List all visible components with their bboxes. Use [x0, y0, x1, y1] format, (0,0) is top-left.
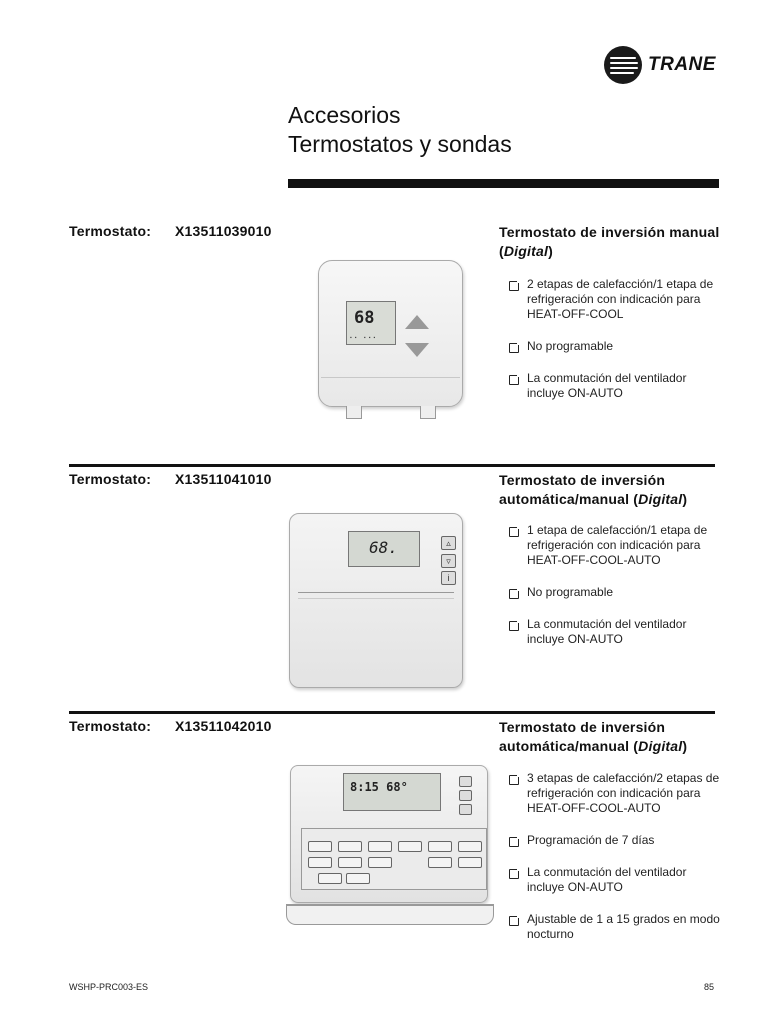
list-item: La conmutación del ventilador incluye ON-AUTO [505, 371, 720, 401]
checkbox-icon [509, 281, 519, 291]
checkbox-icon [509, 621, 519, 631]
thermostat-1-display-value: 68 [354, 308, 375, 328]
down-button-icon [459, 790, 472, 801]
thermostat-1-image [318, 260, 463, 420]
info-button-icon: i [441, 571, 456, 585]
thermostat-2-image [289, 513, 463, 688]
list-item: No programable [505, 585, 720, 600]
list-item: La conmutación del ventilador incluye ON-AUTO [505, 617, 720, 647]
up-button-icon: ▵ [441, 536, 456, 550]
up-button-icon [459, 776, 472, 787]
section-1-code: X13511039010 [175, 223, 272, 239]
section-3-rule [69, 711, 715, 714]
trane-logo-icon [604, 46, 642, 84]
section-2-rule [69, 464, 715, 467]
list-item: 1 etapa de calefacción/1 etapa de refrigeración con indicación para HEAT-OFF-COOL-AUTO [505, 523, 720, 568]
section-2-heading: Termostato de inversión automática/manual (Digital) [499, 472, 688, 507]
section-2-code: X13511041010 [175, 471, 272, 487]
section-2-bullets [505, 523, 720, 664]
list-item: Programación de 7 días [505, 833, 720, 848]
section-1-heading-main: Termostato de inversión manual [499, 224, 720, 240]
section-2-heading-sub: Digital [638, 491, 683, 507]
list-item: 2 etapas de calefacción/1 etapa de refrigeración con indicación para HEAT-OFF-COOL [505, 277, 720, 322]
title-line-1: Accesorios [288, 102, 401, 128]
section-2-label: Termostato: [69, 471, 152, 487]
section-3-bullets [505, 771, 720, 959]
section-3-code: X13511042010 [175, 718, 272, 734]
section-1-bullets [505, 277, 720, 418]
thermostat-3-display-value: 8:15 68° [350, 780, 408, 794]
list-item: Ajustable de 1 a 15 grados en modo nocturno [505, 912, 720, 942]
list-item: No programable [505, 339, 720, 354]
section-1-label: Termostato: [69, 223, 152, 239]
section-3-heading-sub: Digital [638, 738, 683, 754]
checkbox-icon [509, 775, 519, 785]
thermostat-3-image [286, 765, 492, 925]
section-1-heading-sub: Digital [503, 243, 549, 259]
checkbox-icon [509, 589, 519, 599]
section-2-heading-main: Termostato de inversión automática/manual [499, 472, 666, 507]
checkbox-icon [509, 343, 519, 353]
down-arrow-icon [405, 343, 429, 357]
list-item: La conmutación del ventilador incluye ON-AUTO [505, 865, 720, 895]
page-title [288, 101, 512, 159]
info-button-icon [459, 804, 472, 815]
thermostat-3-display [343, 773, 441, 811]
section-3-heading-main: Termostato de inversión automática/manual [499, 719, 666, 754]
footer-doc-code: WSHP-PRC003-ES [69, 982, 149, 992]
thermostat-3-tray [286, 904, 494, 925]
down-button-icon: ▿ [441, 554, 456, 568]
checkbox-icon [509, 916, 519, 926]
thermostat-1-display: 68 ▪▪ ▪▪▪ [346, 301, 396, 345]
checkbox-icon [509, 837, 519, 847]
section-1-heading: Termostato de inversión manual (Digital) [499, 224, 720, 259]
keypad-panel [301, 828, 487, 890]
trane-logo [604, 46, 724, 86]
brand-name: TRANE [648, 54, 716, 75]
footer-page-number: 85 [704, 982, 715, 992]
checkbox-icon [509, 375, 519, 385]
section-3-heading: Termostato de inversión automática/manual (Digital) [499, 719, 688, 754]
thermostat-2-display-value: 68. [369, 538, 398, 557]
checkbox-icon [509, 869, 519, 879]
checkbox-icon [509, 527, 519, 537]
title-line-2: Termostatos y sondas [288, 131, 512, 157]
title-rule [288, 179, 719, 188]
thermostat-2-display [348, 531, 420, 567]
section-3-label: Termostato: [69, 718, 152, 734]
list-item: 3 etapas de calefacción/2 etapas de refrigeración con indicación para HEAT-OFF-COOL-AUTO [505, 771, 720, 816]
up-arrow-icon [405, 315, 429, 329]
